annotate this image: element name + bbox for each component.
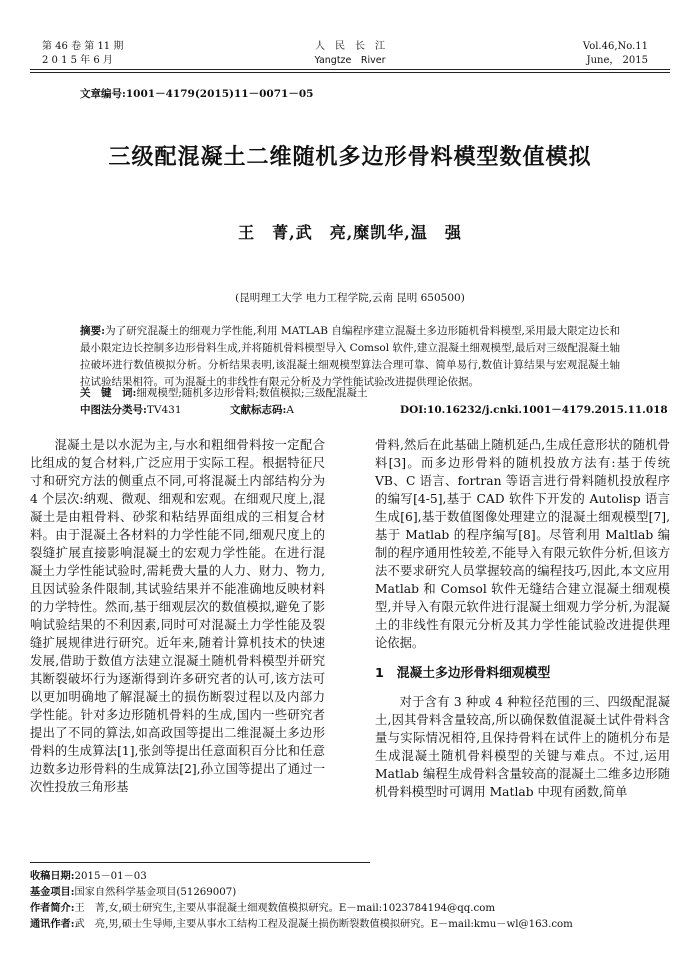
doc-code-label: 文献标志码:	[230, 404, 287, 416]
left-column	[30, 436, 325, 796]
journal-name-en: Yangtze River	[314, 55, 386, 66]
affiliation: (昆明理工大学 电力工程学院,云南 昆明 650500)	[235, 292, 465, 304]
journal-name-cn: 人 民 长 江	[315, 41, 385, 52]
abstract-text: 为了研究混凝土的细观力学性能,利用 MATLAB 自编程序建立混凝土多边形随机骨料模型,采用最大限定边长和最小限定边长控制多边形骨料生成,并将随机骨料模型导入 Comsol 软件,建立混凝土细观模型,最后对三级配混凝土轴拉破坏进行数值模拟分析。分析结果表明,该混凝土细观模型算法合理可靠、简单易行,数值计算结果与宏观混凝土轴拉试验结果相符。可为混凝土的非线性有限元分析及力学性能试验改进提供理论依据。	[80, 325, 620, 388]
right-column	[375, 436, 670, 801]
doc-code-value: A	[286, 404, 294, 416]
corresponding-label: 通讯作者:	[30, 918, 75, 930]
document-code	[230, 402, 294, 417]
author-bio	[30, 900, 670, 917]
fund-label: 基金项目:	[30, 886, 75, 898]
date-cn: 2 0 1 5 年 6 月	[42, 55, 113, 66]
section-heading: 1 混凝土多边形骨料细观模型	[375, 666, 551, 681]
corresponding-value: 武 亮,男,硕士生导师,主要从事水工结构工程及混凝土损伤断裂数值模拟研究。E－mail:kmu－wl@163.com	[74, 919, 573, 930]
fund-project	[30, 884, 670, 901]
footnote-rule	[30, 862, 370, 863]
abstract	[80, 323, 620, 391]
paper-title: 三级配混凝土二维随机多边形骨料模型数值模拟	[108, 145, 592, 170]
author-list: 王 菁,武 亮,糜凯华,温 强	[238, 223, 462, 242]
keywords-text: 细观模型;随机多边形骨料;数值模拟;三级配混凝土	[136, 387, 368, 399]
volume-issue-cn: 第 46 卷 第 11 期	[42, 41, 124, 52]
section-paragraph: 对于含有 3 种或 4 种粒径范围的三、四级配混凝土,因其骨料含量较高,所以确保数值混凝土试件骨料含量与实际情况相符,且保持骨料在试件上的随机分布是生成混凝土随机骨料模型的关键与难点。不过,运用 Matlab 编程生成骨料含量较高的混凝土二维多边形随机骨料模型时可调用 Matlab 中现有函数,简单	[375, 695, 670, 799]
corresponding-author	[30, 916, 670, 933]
date-en: June， 2015	[586, 55, 648, 66]
abstract-label: 摘要:	[80, 325, 106, 337]
intro-paragraph: 混凝土是以水泥为主,与水和粗细骨料按一定配合比组成的复合材料,广泛应用于实际工程。根据特征尺寸和研究方法的侧重点不同,可将混凝土内部结构分为 4 个层次:纳观、微观、细观和宏观。在细观尺度上,混凝土是由粗骨料、砂浆和粘结界面组成的三相复合材料。由于混凝土各材料的力学性能不同,细观尺度上的裂缝扩展直接影响混凝土的宏观力学性能。在进行混凝土力学性能试验时,需耗费大量的人力、财力、物力,且因试验条件限制,其试验结果并不能准确地反映材料的力学特性。然而,基于细观层次的数值模拟,避免了影响试验结果的不利因素,同时可对混凝土力学性能及裂缝扩展规律进行研究。近年来,随着计算机技术的快速发展,借助于数值方法建立混凝土随机骨料模型并研究其断裂破坏行为逐渐得到许多研究者的认可,该方法可以更加明确地了解混凝土的损伤断裂过程以及内部力学性能。针对多边形随机骨料的生成,国内一些研究者提出了不同的算法,如高政国等提出二维混凝土多边形骨料的生成算法[1],张剑等提出任意面积百分比和任意边数多边形骨料的生成算法[2],孙立国等提出了通过一次性投放三角形基	[30, 438, 325, 794]
clc-label: 中图法分类号:	[80, 404, 147, 416]
author-bio-value: 王 菁,女,硕士研究生,主要从事混凝土细观数值模拟研究。E－mail:1023784194@qq.com	[74, 903, 496, 914]
header-rule-top	[30, 69, 670, 70]
keywords	[80, 385, 640, 400]
volume-issue-en: Vol.46,No.11	[582, 41, 648, 52]
received-value: 2015－01－03	[74, 871, 147, 882]
received-date	[30, 868, 670, 885]
keywords-label: 关 键 词:	[80, 387, 137, 399]
received-label: 收稿日期:	[30, 870, 75, 882]
header-rule-bottom	[30, 72, 670, 73]
clc-value: TV431	[146, 404, 182, 416]
doi: DOI:10.16232/j.cnki.1001－4179.2015.11.018	[400, 404, 668, 416]
article-number: 文章编号:1001－4179(2015)11－0071－05	[80, 88, 314, 100]
author-bio-label: 作者简介:	[30, 902, 75, 914]
clc-number	[80, 402, 182, 417]
fund-value: 国家自然科学基金项目(51269007)	[74, 887, 237, 898]
intro-continuation: 骨料,然后在此基础上随机延凸,生成任意形状的随机骨料[3]。而多边形骨料的随机投放方法有:基于传统 VB、C 语言、fortran 等语言进行骨料随机投放程序的编写[4-5],基于 CAD 软件下开发的 Autolisp 语言生成[6],基于数值图像处理建立的混凝土细观模型[7],基于 Matlab 的程序编写[8]。尽管利用 Maltlab 编制的程序通用性较差,不能导入有限元软件分析,但该方法不要求研究人员掌握较高的编程技巧,因此,本文应用 Matlab 和 Comsol 软件无缝结合建立混凝土细观模型,并导入有限元软件进行混凝土细观力学分析,为混凝土的非线性有限元分析及其力学性能试验改进提供理论依据。	[375, 438, 670, 650]
